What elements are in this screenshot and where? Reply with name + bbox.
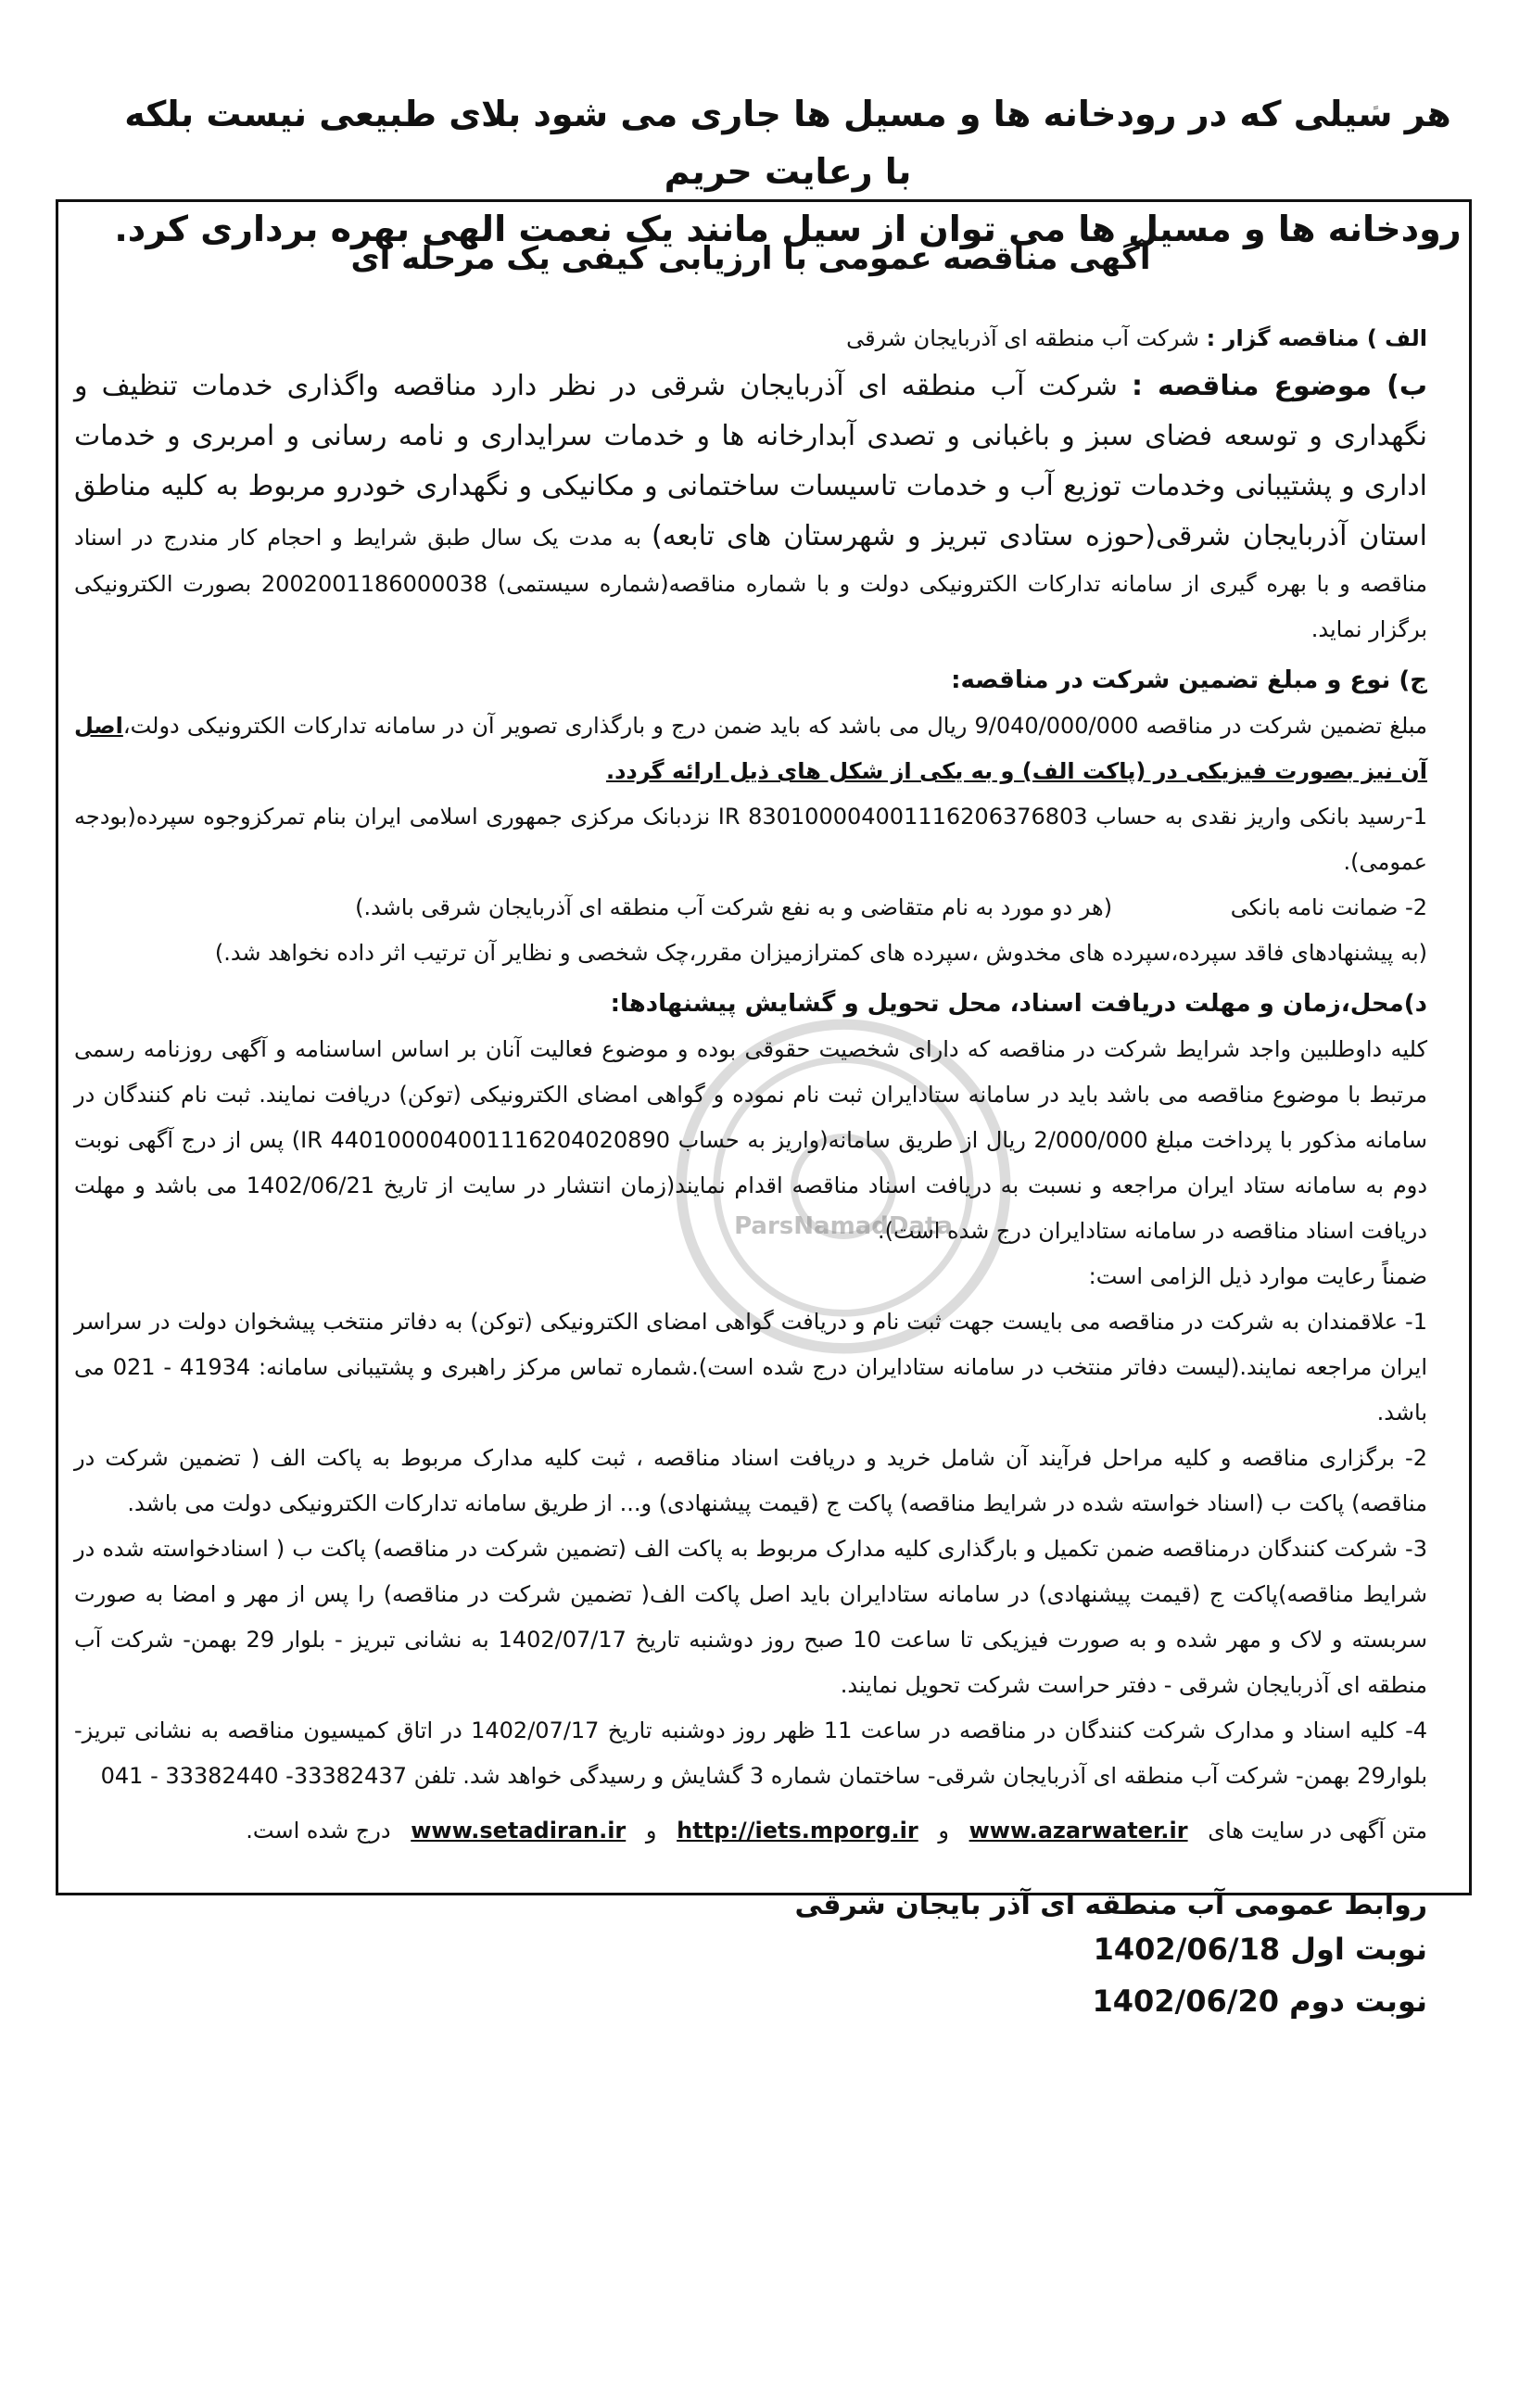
public-relations-signature: روابط عمومی آب منطقه ای آذر بایجان شرقی — [794, 1889, 1427, 1921]
section-d-item-2: 2- برگزاری مناقصه و کلیه مراحل فرآیند آن شامل خرید و دریافت اسناد مناقصه ، ثبت کلیه مدارک مربوط به پاکت الف ( تضمین شرکت در مناقصه) پاکت ب (اسناد خواسته شده در شرایط مناقصه) پاکت ج (قیمت پیشنهادی) و... از طریق سامانه تدارکات الکترونیکی دولت می باشد. — [74, 1445, 1427, 1516]
website-link-setadiran[interactable]: www.setadiran.ir — [411, 1818, 627, 1844]
websites-and-2: و — [645, 1818, 657, 1844]
section-d-title: د)محل،زمان و مهلت دریافت اسناد، محل تحویل و گشایش پیشنهادها: — [610, 990, 1427, 1018]
slogan-line-1: هر سیلی که در رودخانه ها و مسیل ها جاری می شود بلای طبیعی نیست بلکه با رعایت حریم — [124, 94, 1451, 192]
section-a-label: الف ) مناقصه گزار : — [1206, 325, 1427, 351]
section-b-label: ب) موضوع مناقصه : — [1131, 370, 1427, 402]
websites-prefix: متن آگهی در سایت های — [1208, 1818, 1427, 1844]
websites-and-1: و — [938, 1818, 949, 1844]
notice-content — [74, 236, 1427, 1928]
section-a-text: شرکت آب منطقه ای آذربایجان شرقی — [846, 325, 1207, 351]
section-d-item-3: 3- شرکت کنندگان درمناقصه ضمن تکمیل و بارگذاری کلیه مدارک مربوط به پاکت الف (تضمین شرکت در مناقصه) پاکت ب ( اسنادخواسته شده در شرایط مناقصه)پاکت ج (قیمت پیشنهادی) در سامانه ستادایران باید اصل پاکت الف( تضمین شرکت در مناقصه) را پس از مهر و امضا به صورت سربسته و لاک و مهر شده و به صورت فیزیکی تا ساعت 10 صبح روز دوشنبه تاریخ 1402/07/17 به نشانی تبریز - بلوار 29 بهمن- شرکت آب منطقه ای آذربایجان شرقی - دفتر حراست شرکت تحویل نمایند. — [74, 1536, 1427, 1698]
publication-first: نوبت اول 1402/06/18 — [1093, 1932, 1427, 1967]
section-c-intro — [74, 703, 1427, 794]
section-d-paragraph: کلیه داوطلبین واجد شرایط شرکت در مناقصه که دارای شخصیت حقوقی بوده و موضوع فعالیت آنان بر اساس اساسنامه و آگهی روزنامه رسمی مرتبط با موضوع مناقصه می باشد باید در سامانه ستادایران ثبت نام نموده و گواهی امضای الکترونیکی (توکن) دریافت نمایند. ثبت نام کنندگان در سامانه مذکور با پرداخت مبلغ 2/000/000 ریال از طریق سامانه(واریز به حساب IR 440100004001116204020890) پس از درج آگهی نوبت دوم به سامانه ستاد ایران مراجعه و نسبت به دریافت اسناد مناقصه اقدام نمایند(زمان انتشار در سایت از تاریخ 1402/06/21 می باشد و مهلت دریافت اسناد مناقصه در سامانه ستادایران درج شده است). — [74, 1036, 1428, 1244]
section-c-item-1: 1-رسید بانکی واریز نقدی به حساب IR 830100004001116206376803 نزدبانک مرکزی جمهوری اسلامی ایران بنام تمرکزوجوه سپرده(بودجه عمومی). — [74, 804, 1427, 875]
section-b — [74, 361, 1427, 653]
websites-suffix: درج شده است. — [246, 1818, 391, 1844]
section-c-item-2-note: (هر دو مورد به نام متقاضی و به نفع شرکت آب منطقه ای آذربایجان شرقی باشد.) — [355, 894, 1113, 920]
section-d-observe: ضمناً رعایت موارد ذیل الزامی است: — [1088, 1263, 1427, 1289]
section-c-intro-text: مبلغ تضمین شرکت در مناقصه 9/040/000/000 ریال می باشد که باید ضمن درج و بارگذاری تصویر آن در سامانه تدارکات الکترونیکی دولت، — [122, 713, 1427, 739]
notice-title: آگهی مناقصه عمومی با ارزیابی کیفی یک مرحله ای — [350, 240, 1151, 277]
section-d-item-4: 4- کلیه اسناد و مدارک شرکت کنندگان در مناقصه در ساعت 11 ظهر روز دوشنبه تاریخ 1402/07/17 در اتاق کمیسیون مناقصه به نشانی تبریز- بلوار29 بهمن- شرکت آب منطقه ای آذربایجان شرقی- ساختمان شماره 3 گشایش و رسیدگی خواهد شد. تلفن 33382437- 33382440 - 041 — [74, 1717, 1428, 1789]
slogan-line-2: رودخانه ها و مسیل ها می توان از سیل مانند یک نعمت الهی بهره برداری کرد. — [114, 209, 1462, 249]
section-c-title: ج) نوع و مبلغ تضمین شرکت در مناقصه: — [951, 666, 1427, 694]
section-d-item-1: 1- علاقمندان به شرکت در مناقصه می بایست جهت ثبت نام و دریافت گواهی امضای الکترونیکی (توکن) به دفاتر منتخب پیشخوان دولت در سراسر ایران مراجعه نمایند.(لیست دفاتر منتخب در سامانه ستادایران درج شده است).شماره تماس مرکز راهبری و پشتیبانی سامانه: 41934 - 021 می باشد. — [74, 1309, 1427, 1426]
section-b-text-main: شرکت آب منطقه ای آذربایجان شرقی در نظر دارد مناقصه واگذاری خدمات تنظیف و نگهداری و توسعه فضای سبز و باغبانی و تصدی آبدارخانه ها و خدمات سرایداری و نامه رسانی و امربری و خدمات اداری و پشتیبانی وخدمات توزیع آب و خدمات تاسیسات ساختمانی و مکانیکی و نگهداری خودرو مربوط به کلیه مناطق استان آذربایجان شرقی(حوزه ستادی تبریز و شهرستان های تابعه) — [74, 370, 1427, 552]
section-a — [74, 316, 1427, 361]
section-c-note: (به پیشنهادهای فاقد سپرده،سپرده های مخدوش ،سپرده های کمترازمیزان مقرر،چک شخصی و نظایر آن ترتیب اثر داده نخواهد شد.) — [214, 940, 1427, 966]
section-b-text-rest: به مدت یک سال طبق شرایط و احجام کار مندرج در اسناد مناقصه و با بهره گیری از سامانه تدارکات الکترونیکی دولت و با شماره مناقصه(شماره سیستمی) 2002001186000038 بصورت الکترونیکی برگزار نماید. — [74, 525, 1427, 642]
publication-second: نوبت دوم 1402/06/20 — [1092, 1983, 1427, 2019]
section-c-item-2-label: 2- ضمانت نامه بانکی — [1230, 894, 1427, 920]
website-link-azarwater[interactable]: www.azarwater.ir — [969, 1818, 1188, 1844]
section-c-intro-underlined: اصل آن نیز بصورت فیزیکی در (پاکت الف) و به یکی از شکل های ذیل ارائه گردد. — [74, 713, 1427, 784]
watermark-text: ParsNamadData — [734, 1212, 953, 1240]
website-link-iets[interactable]: http://iets.mporg.ir — [677, 1818, 918, 1844]
websites-line — [74, 1808, 1427, 1854]
publication-dates — [74, 1923, 1427, 2027]
section-c-item-2 — [74, 885, 1427, 931]
